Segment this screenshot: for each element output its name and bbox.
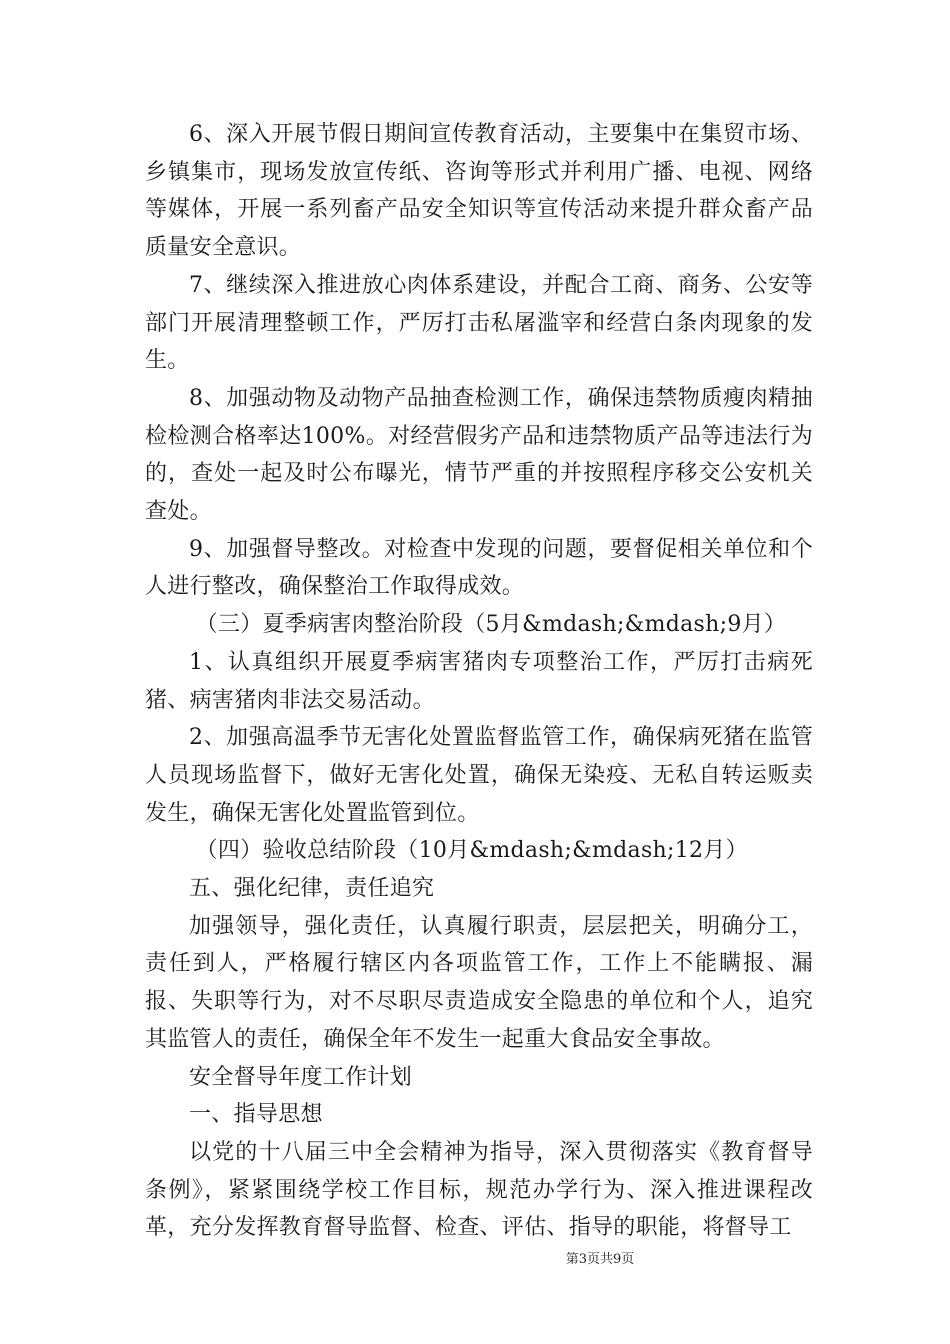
page-number: 第3页共9页 [565,1252,635,1267]
paragraph-stage3-item-1: 1、认真组织开展夏季病害猪肉专项整治工作，严厉打击病死猪、病害猪肉非法交易活动。 [145,649,813,713]
paragraph-item-6: 6、深入开展节假日期间宣传教育活动，主要集中在集贸市场、乡镇集市，现场发放宣传纸、咨询等形式并利用广播、电视、网络等媒体，开展一系列畜产品安全知识等宣传活动来提升群众畜产品质量安全意识。 [145,122,813,261]
section-heading-stage-3: （三）夏季病害肉整治阶段（5月&mdash;&mdash;9月） [195,612,787,638]
paragraph-item-7: 7、继续深入推进放心肉体系建设，并配合工商、商务、公安等部门开展清理整顿工作，严厉打击私屠滥宰和经营白条肉现象的发生。 [145,272,813,374]
paragraph-item-9: 9、加强督导整改。对检查中发现的问题，要督促相关单位和个人进行整改，确保整治工作取得成效。 [145,536,813,600]
paragraph-item-8: 8、加强动物及动物产品抽查检测工作，确保违禁物质瘦肉精抽检检测合格率达100%。对经营假劣产品和违禁物质产品等违法行为的，查处一起及时公布曝光，情节严重的并按照程序移交公安机关查处。 [145,385,813,525]
page-footer [0,1248,950,1267]
document-body [145,116,813,1247]
section-heading-guiding-ideology: 一、指导思想 [189,1102,323,1128]
paragraph-guiding-ideology: 以党的十八届三中全会精神为指导，深入贯彻落实《教育督导条例》，紧紧围绕学校工作目标，规范办学行为、深入推进课程改革，充分发挥教育督导监督、检查、评估、指导的职能，将督导工 [145,1139,813,1241]
section-heading-stage-4: （四）验收总结阶段（10月&mdash;&mdash;12月） [195,838,748,864]
document-title-next: 安全督导年度工作计划 [189,1064,413,1090]
section-heading-discipline: 五、强化纪律，责任追究 [189,876,435,902]
paragraph-discipline: 加强领导，强化责任，认真履行职责，层层把关，明确分工，责任到人，严格履行辖区内各项监管工作，工作上不能瞒报、漏报、失职等行为，对不尽职尽责造成安全隐患的单位和个人，追究其监管人的责任，确保全年不发生一起重大食品安全事故。 [145,913,813,1052]
paragraph-stage3-item-2: 2、加强高温季节无害化处置监督监管工作，确保病死猪在监管人员现场监督下，做好无害化处置，确保无染疫、无私自转运贩卖发生，确保无害化处置监管到位。 [145,725,813,826]
